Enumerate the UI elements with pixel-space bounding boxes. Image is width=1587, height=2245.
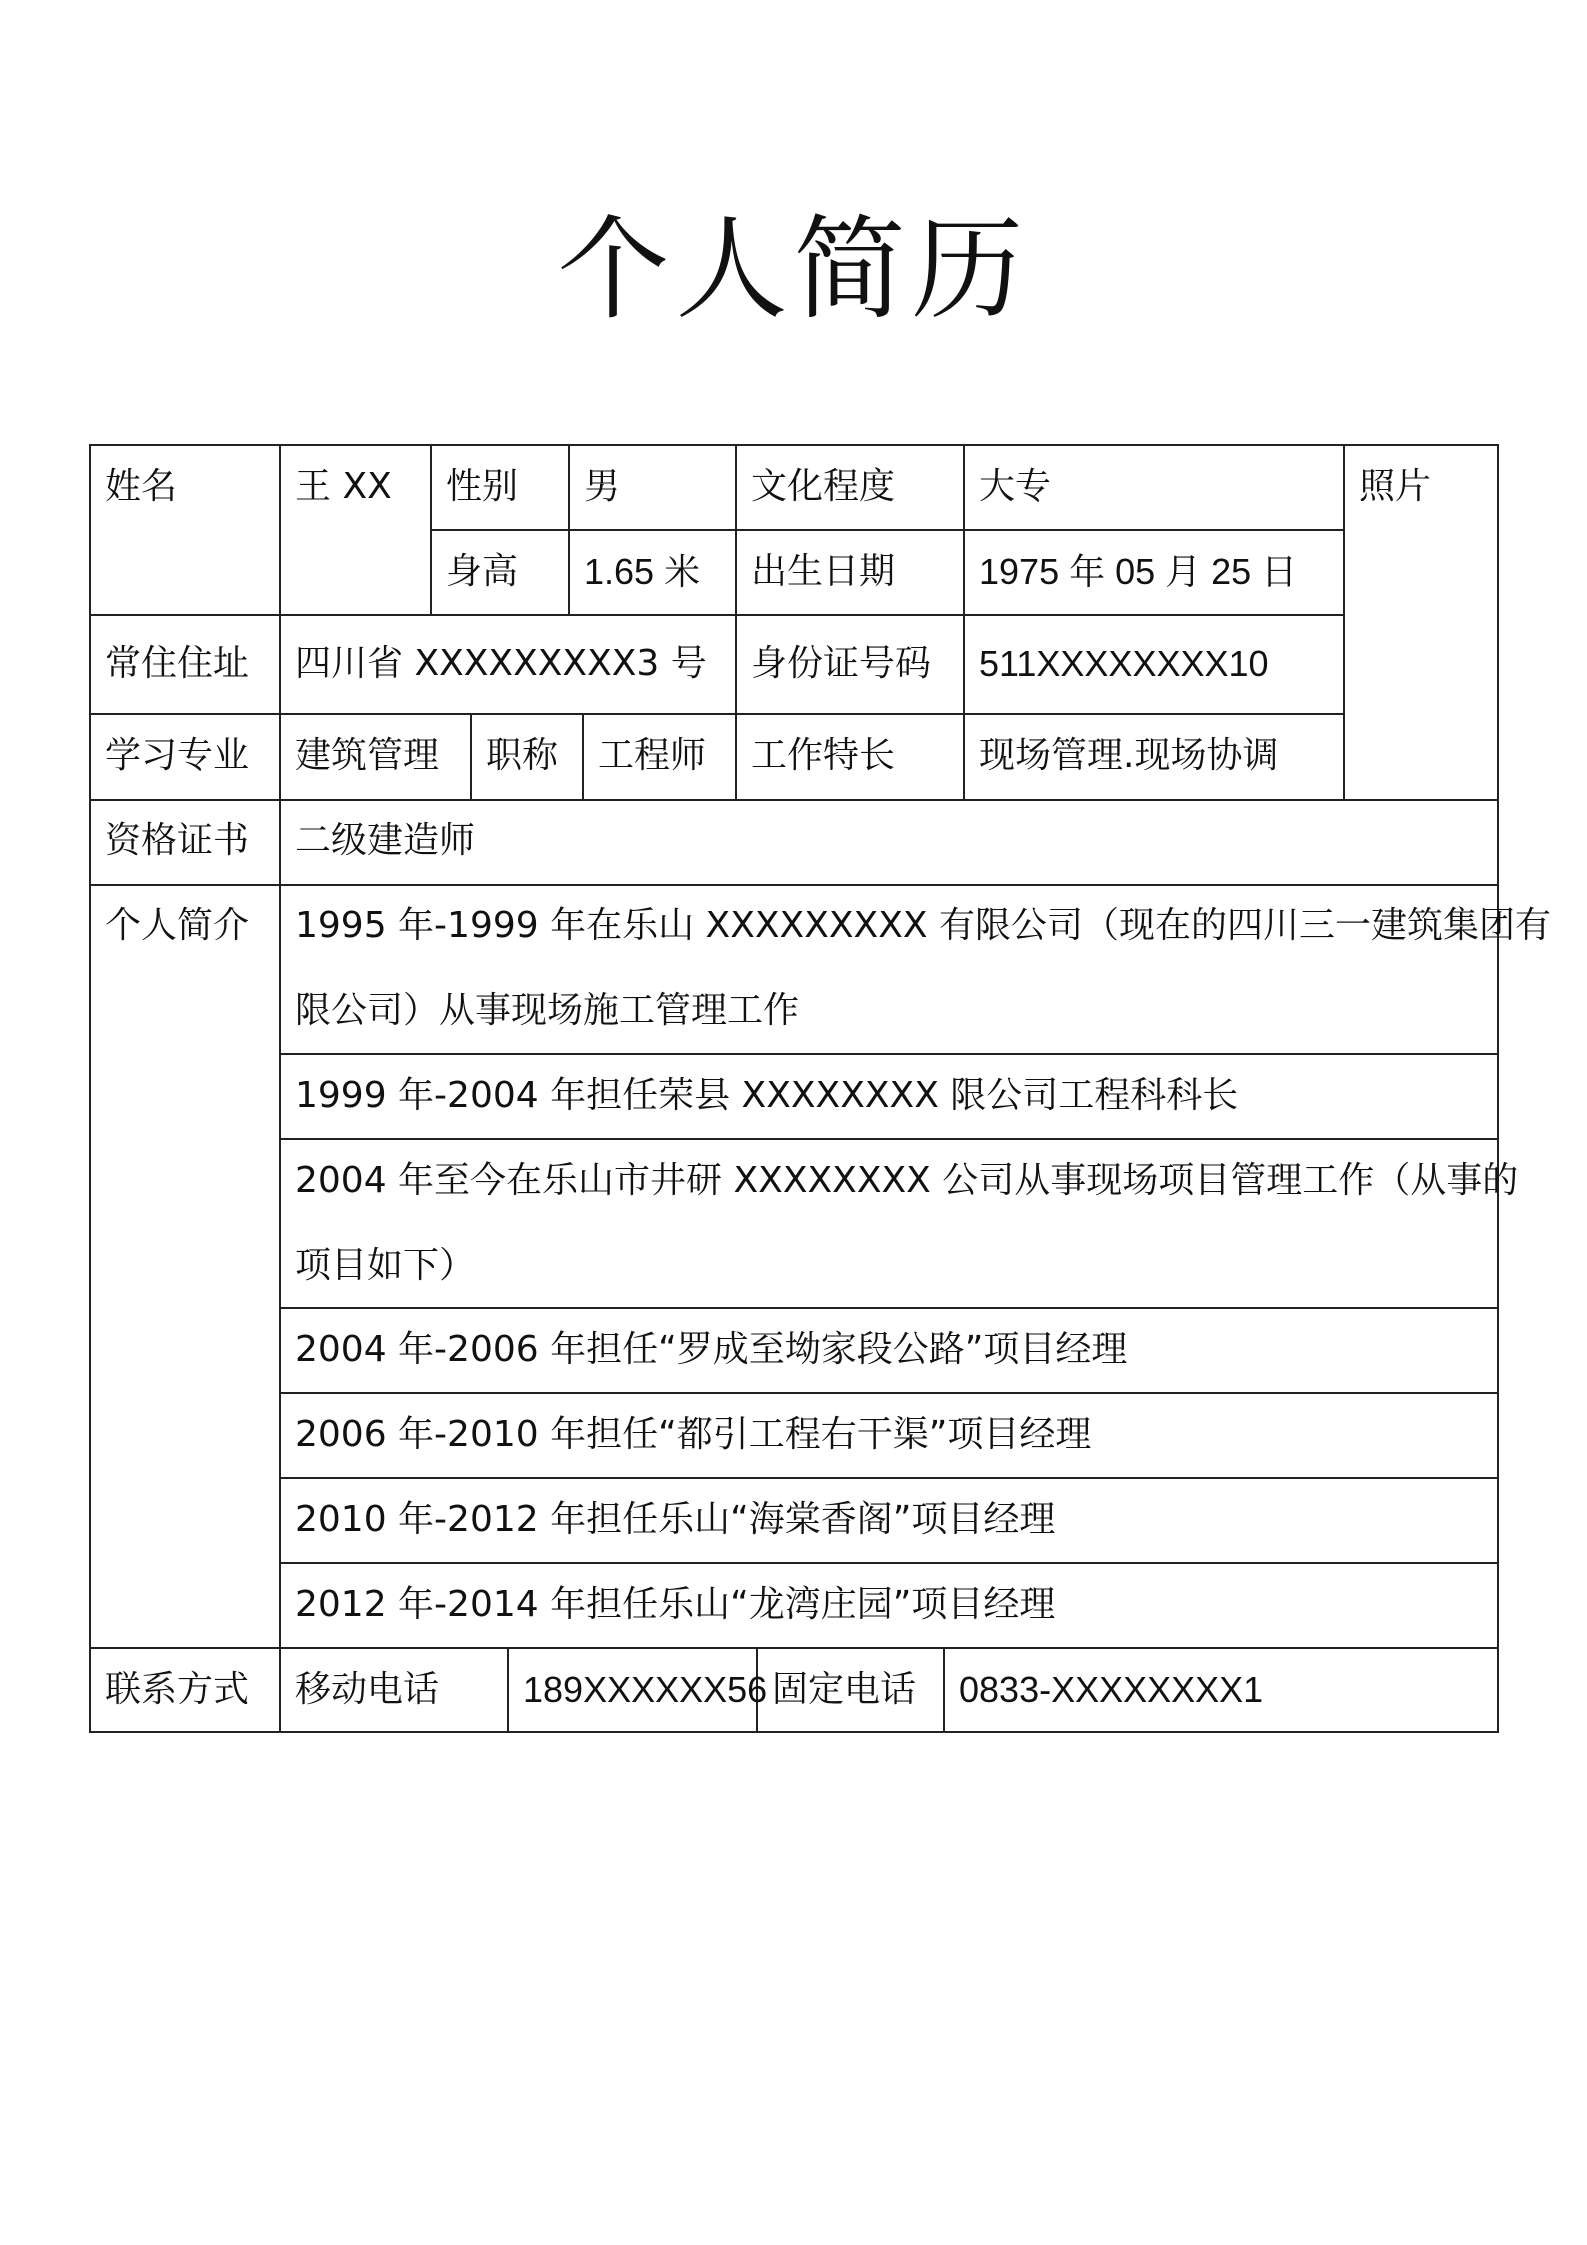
major-value: 建筑管理	[295, 735, 440, 776]
certificate-value: 二级建造师	[295, 820, 476, 861]
address-label: 常住住址	[105, 643, 250, 684]
row-divider	[280, 1307, 1499, 1309]
row-divider	[89, 884, 1499, 886]
row-divider	[280, 1053, 1499, 1055]
gender-label: 性别	[446, 466, 519, 507]
row-divider	[89, 799, 1499, 801]
col-divider	[735, 444, 737, 799]
birth-date-label: 出生日期	[751, 551, 896, 592]
gender-value: 男	[584, 466, 621, 507]
table-border-right	[1497, 444, 1499, 1733]
profile-entry: 2010 年-2012 年担任乐山“海棠香阁”项目经理	[295, 1499, 1056, 1540]
birth-date-value: 1975 年 05 月 25 日	[979, 551, 1298, 592]
contact-label: 联系方式	[105, 1669, 250, 1710]
profile-entry: 2012 年-2014 年担任乐山“龙湾庄园”项目经理	[295, 1584, 1056, 1625]
job-title-label: 职称	[486, 735, 559, 776]
col-divider	[507, 1647, 509, 1733]
certificate-label: 资格证书	[105, 820, 250, 861]
mobile-value: 189XXXXXX56	[523, 1669, 768, 1710]
profile-entry-continued: 项目如下）	[295, 1245, 476, 1286]
col-divider	[470, 713, 472, 799]
row-divider	[89, 614, 1344, 616]
page-title: 个人简历	[557, 205, 1030, 335]
mobile-label: 移动电话	[295, 1669, 440, 1710]
row-divider	[280, 1477, 1499, 1479]
job-title-value: 工程师	[598, 735, 707, 776]
row-divider	[89, 713, 1344, 715]
profile-entry-continued: 限公司）从事现场施工管理工作	[295, 990, 800, 1031]
profile-entry: 2004 年-2006 年担任“罗成至坳家段公路”项目经理	[295, 1329, 1128, 1370]
profile-label: 个人简介	[105, 905, 250, 946]
name-label: 姓名	[105, 466, 178, 507]
specialty-label: 工作特长	[751, 735, 896, 776]
col-divider	[279, 444, 281, 1733]
id-number-label: 身份证号码	[751, 643, 932, 684]
table-border-left	[89, 444, 91, 1733]
col-divider	[963, 444, 965, 799]
major-label: 学习专业	[105, 735, 250, 776]
profile-entry: 1995 年-1999 年在乐山 XXXXXXXXX 有限公司（现在的四川三一建筑集团有	[295, 905, 1551, 946]
row-divider	[280, 1138, 1499, 1140]
table-border-top	[89, 444, 1499, 446]
row-divider	[280, 1562, 1499, 1564]
name-value: 王 XX	[295, 466, 392, 507]
table-border-bottom	[89, 1731, 1499, 1733]
height-label: 身高	[446, 551, 519, 592]
col-divider	[430, 444, 432, 614]
specialty-value: 现场管理.现场协调	[979, 735, 1279, 776]
profile-entry: 2004 年至今在乐山市井研 XXXXXXXX 公司从事现场项目管理工作（从事的	[295, 1160, 1519, 1201]
photo-label: 照片	[1359, 466, 1432, 507]
education-label: 文化程度	[751, 466, 896, 507]
row-divider	[89, 1647, 1499, 1649]
col-divider	[1343, 444, 1345, 799]
landline-value: 0833-XXXXXXXX1	[959, 1669, 1264, 1710]
profile-entry: 2006 年-2010 年担任“都引工程右干渠”项目经理	[295, 1414, 1092, 1455]
row-divider	[280, 1392, 1499, 1394]
col-divider	[568, 444, 570, 614]
education-value: 大专	[979, 466, 1052, 507]
col-divider	[582, 713, 584, 799]
address-value: 四川省 XXXXXXXXX3 号	[295, 643, 707, 684]
id-number-value: 511XXXXXXXX10	[979, 643, 1269, 684]
height-value: 1.65 米	[584, 551, 701, 592]
col-divider	[943, 1647, 945, 1733]
landline-label: 固定电话	[772, 1669, 917, 1710]
profile-entry: 1999 年-2004 年担任荣县 XXXXXXXX 限公司工程科科长	[295, 1075, 1239, 1116]
